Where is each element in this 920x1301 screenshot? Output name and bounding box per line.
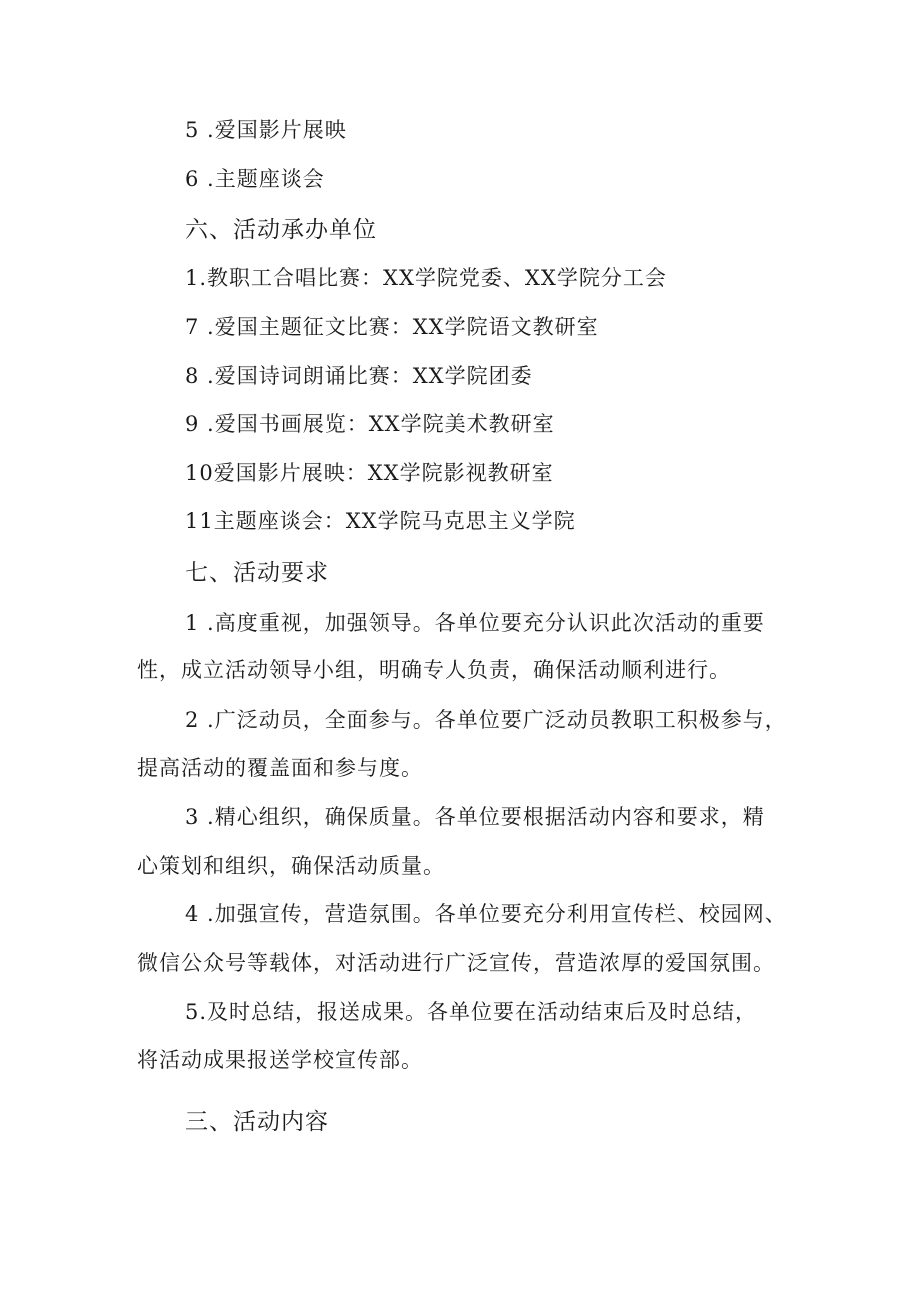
organizer-item-forum: 11主题座谈会：XX学院马克思主义学院 [185,509,576,533]
requirement-3-line-1: 3 .精心组织，确保质量。各单位要根据活动内容和要求，精 [185,805,765,829]
requirement-5-line-2: 将活动成果报送学校宣传部。 [137,1048,423,1072]
requirement-4-line-1: 4 .加强宣传，营造氛围。各单位要充分利用宣传栏、校园网、 [185,902,787,926]
section-heading-activities: 三、活动内容 [185,1109,329,1135]
list-item-film: 5 .爱国影片展映 [185,118,347,142]
requirement-5-line-1: 5.及时总结，报送成果。各单位要在活动结束后及时总结， [185,1000,758,1024]
list-item-forum: 6 .主题座谈会 [185,167,325,191]
organizer-item-film: 10爱国影片展映：XX学院影视教研室 [185,461,554,485]
organizer-item-choir: 1.教职工合唱比赛：XX学院党委、XX学院分工会 [185,266,667,290]
requirement-4-line-2: 微信公众号等载体，对活动进行广泛宣传，营造浓厚的爱国氛围。 [137,951,775,975]
section-heading-organizers: 六、活动承办单位 [185,217,377,243]
organizer-item-art: 9 .爱国书画展览：XX学院美术教研室 [185,412,555,436]
section-heading-requirements: 七、活动要求 [185,560,329,586]
requirement-3-line-2: 心策划和组织，确保活动质量。 [137,854,445,878]
requirement-2-line-2: 提高活动的覆盖面和参与度。 [137,756,423,780]
organizer-item-essay: 7 .爱国主题征文比赛：XX学院语文教研室 [185,315,599,339]
requirement-1-line-2: 性，成立活动领导小组，明确专人负责，确保活动顺利进行。 [137,658,731,682]
organizer-item-poetry: 8 .爱国诗词朗诵比赛：XX学院团委 [185,364,533,388]
requirement-1-line-1: 1 .高度重视，加强领导。各单位要充分认识此次活动的重要 [185,611,765,635]
requirement-2-line-1: 2 .广泛动员，全面参与。各单位要广泛动员教职工积极参与， [185,708,787,732]
